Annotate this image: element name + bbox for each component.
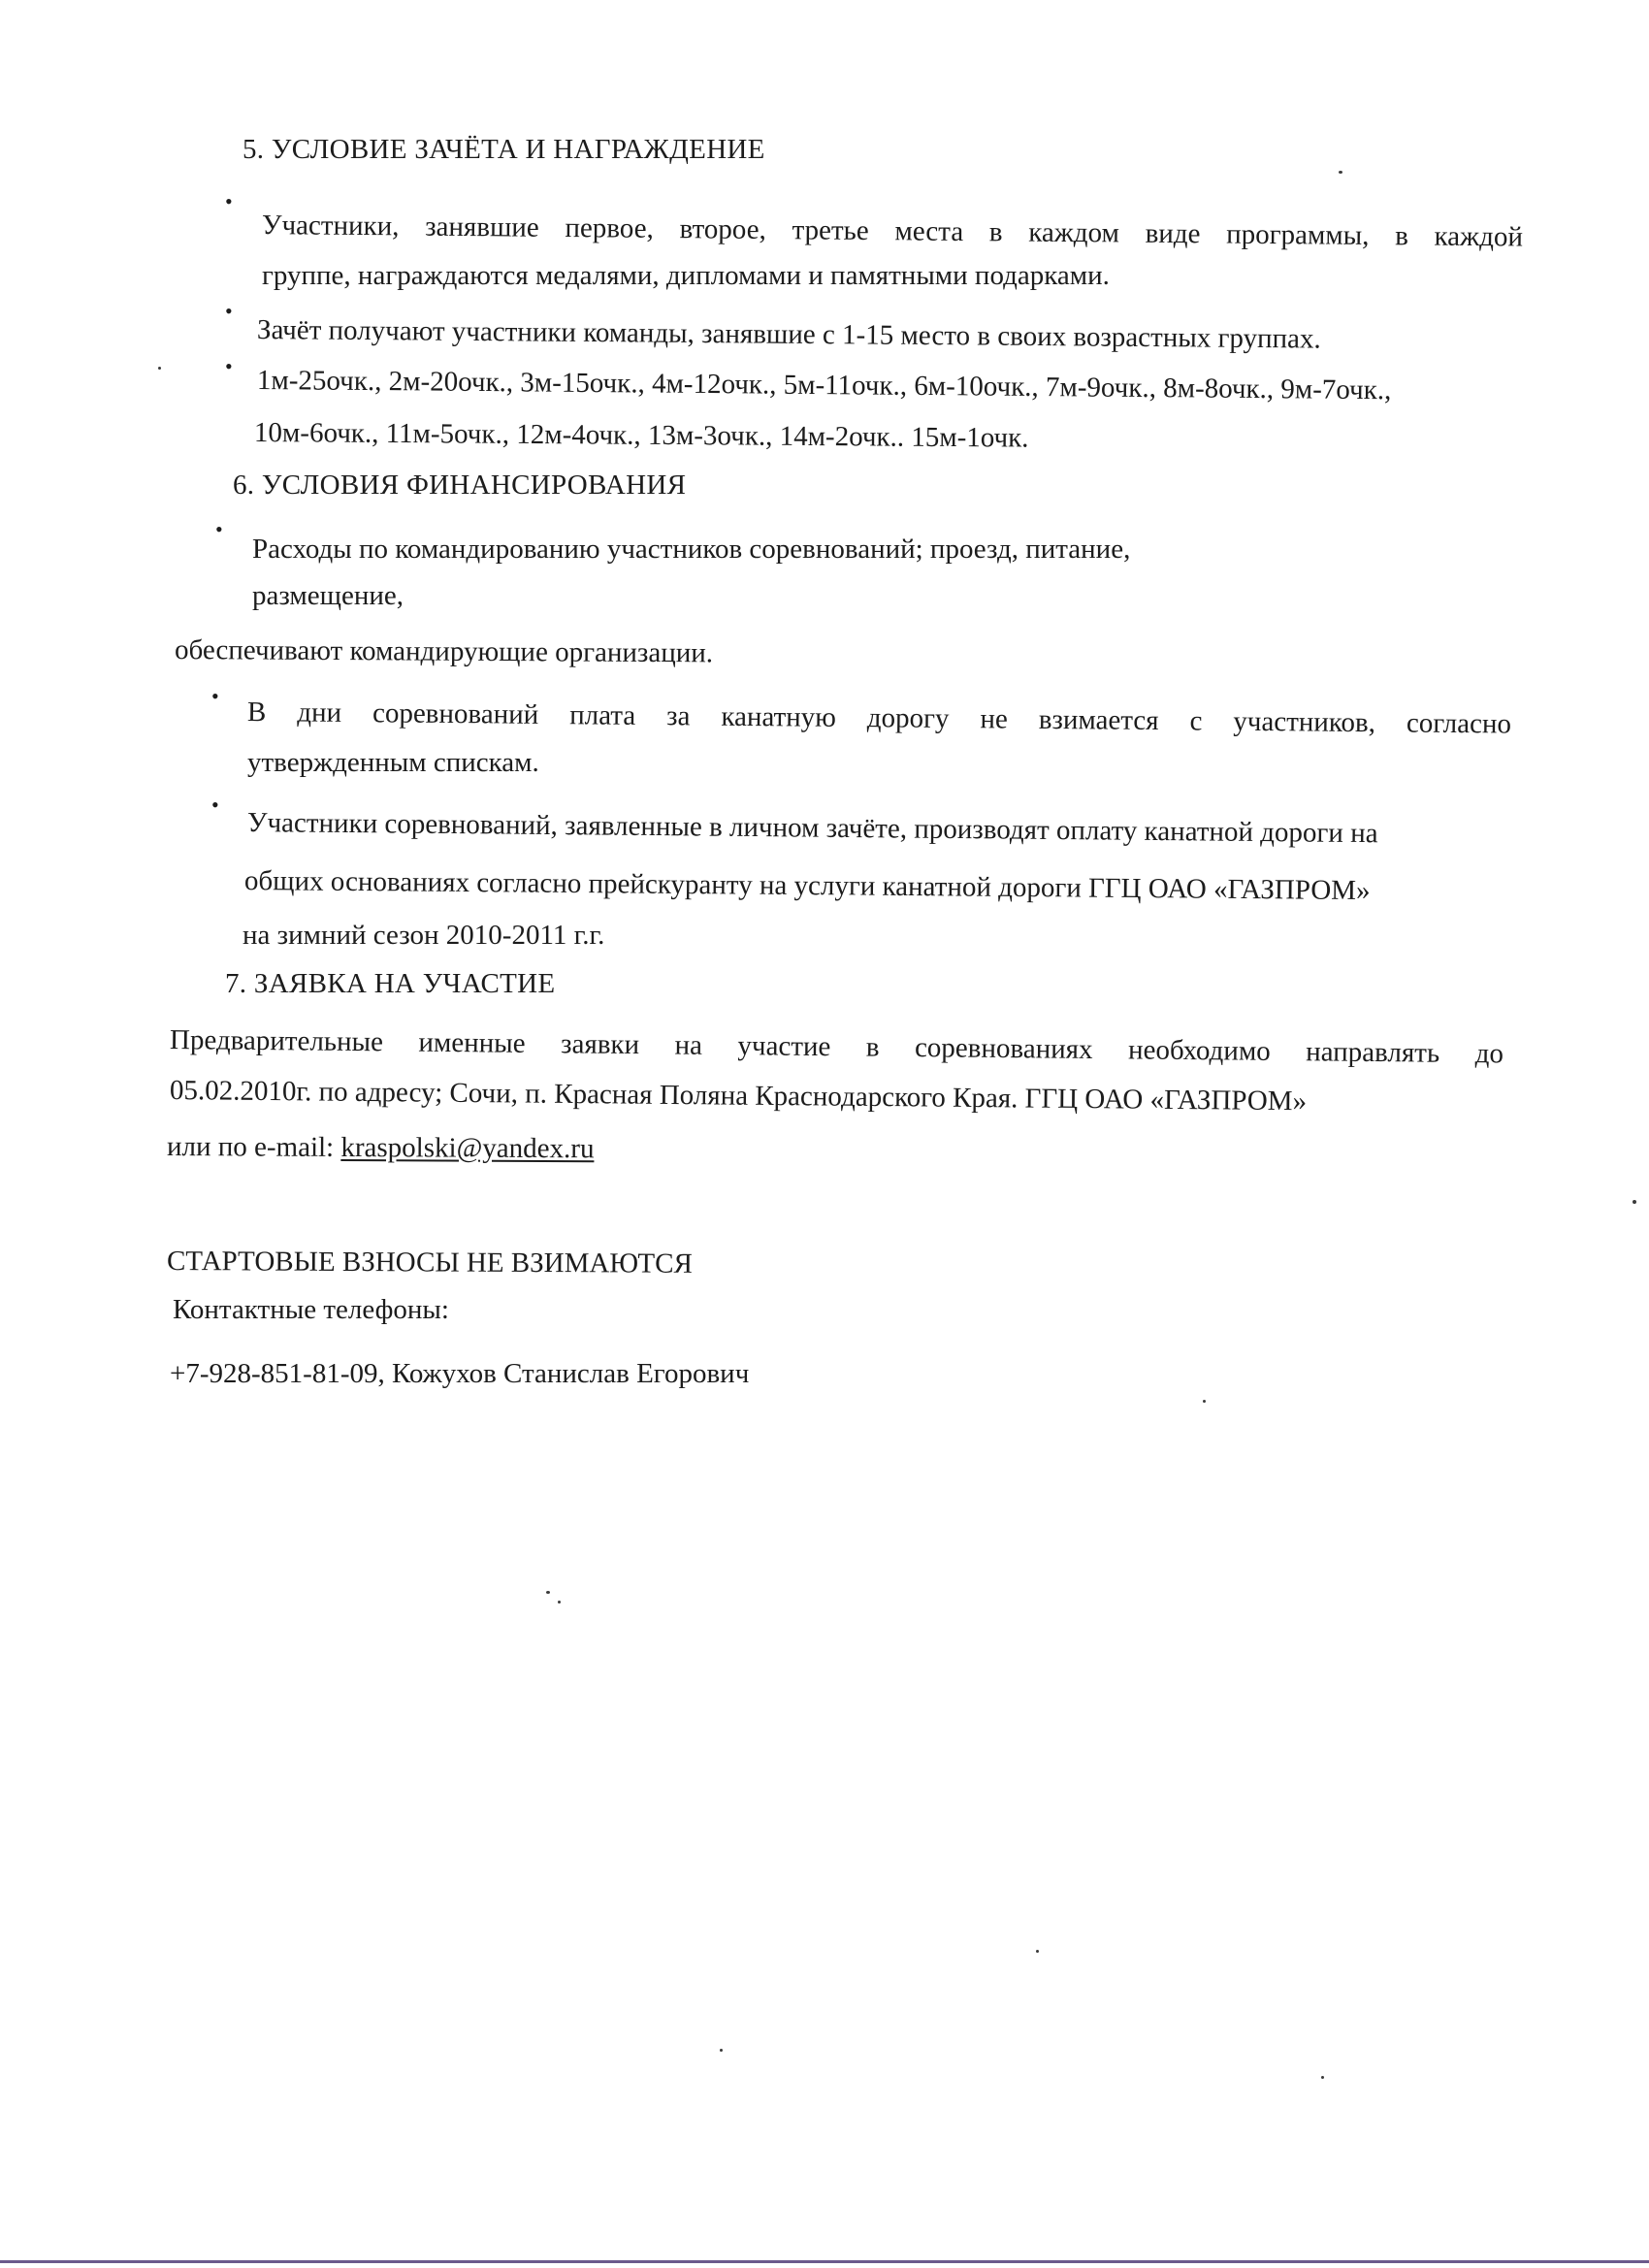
section-6-bullet-3-line-2: общих основаниях согласно прейскуранту на услуги канатной дороги ГГЦ ОАО «ГАЗПРОМ»: [243, 865, 1371, 907]
section-5-heading: 5. УСЛОВИЕ ЗАЧЁТА И НАГРАЖДЕНИЕ: [242, 134, 765, 165]
scan-speck: [558, 1601, 561, 1604]
scan-speck: [1203, 1400, 1206, 1403]
scan-speck: [720, 2049, 723, 2052]
section-6-bullet-2-line-1: В дни соревнований плата за канатную дорогу не взимается с участников, согласно: [246, 697, 1512, 740]
section-6-bullet-3-line-3: на зимний сезон 2010-2011 г.г.: [242, 920, 605, 951]
bullet-marker: •: [225, 189, 233, 213]
bullet-marker: •: [211, 684, 219, 708]
email-prefix: или по e-mail:: [166, 1131, 341, 1163]
section-7-paragraph-line-1: Предварительные именные заявки на участие в соревнованиях необходимо направлять до: [169, 1024, 1504, 1070]
bullet-marker: •: [225, 299, 233, 323]
section-7-paragraph-line-2: 05.02.2010г. по адресу; Сочи, п. Красная Поляна Краснодарского Края. ГГЦ ОАО «ГАЗПРОМ»: [169, 1075, 1308, 1118]
contacts-label: Контактные телефоны:: [173, 1294, 449, 1325]
scan-speck: [546, 1591, 550, 1594]
scan-speck: [1036, 1950, 1039, 1953]
section-5-bullet-1-line-1: Участники, занявшие первое, второе, третье места в каждом виде программы, в каждой: [261, 210, 1524, 253]
fees-notice: СТАРТОВЫЕ ВЗНОСЫ НЕ ВЗИМАЮТСЯ: [166, 1246, 693, 1280]
section-5-bullet-1-line-2: группе, награждаются медалями, дипломами и памятными подарками.: [262, 260, 1110, 291]
section-5-bullet-3-line-2: 10м-6очк., 11м-5очк., 12м-4очк., 13м-3очк., 14м-2очк.. 15м-1очк.: [253, 417, 1029, 454]
section-5-bullet-3-line-1: 1м-25очк., 2м-20очк., 3м-15очк., 4м-12очк., 5м-11очк., 6м-10очк., 7м-9очк., 8м-8очк., 9м-7очк.,: [256, 365, 1392, 406]
section-6-bullet-2-line-2: утвержденным спискам.: [247, 747, 539, 778]
section-6-heading: 6. УСЛОВИЯ ФИНАНСИРОВАНИЯ: [233, 470, 687, 501]
scan-speck: [1321, 2076, 1324, 2079]
section-5-bullet-2: Зачёт получают участники команды, занявшие с 1-15 место в своих возрастных группах.: [256, 314, 1321, 355]
email-link[interactable]: kraspolski@yandex.ru: [340, 1131, 595, 1165]
scan-speck: [1633, 1200, 1636, 1204]
section-6-bullet-1-line-3: обеспечивают командирующие организации.: [174, 634, 714, 669]
section-6-bullet-3-line-1: Участники соревнований, заявленные в личном зачёте, производят оплату канатной дороги на: [246, 807, 1378, 850]
section-7-paragraph-line-3: [167, 1129, 595, 1166]
section-6-bullet-1-line-2: размещение,: [252, 580, 404, 611]
scan-speck: [1339, 171, 1342, 174]
bullet-marker: •: [215, 517, 223, 541]
section-7-heading: 7. ЗАЯВКА НА УЧАСТИЕ: [225, 968, 556, 999]
bullet-marker: •: [225, 354, 233, 378]
section-6-bullet-1-line-1: Расходы по командированию участников соревнований; проезд, питание,: [252, 534, 1131, 565]
scan-bottom-edge: [0, 2260, 1649, 2263]
bullet-marker: •: [211, 793, 219, 817]
scan-speck: [158, 367, 161, 370]
contact-phone-line: +7-928-851-81-09, Кожухов Станислав Егорович: [170, 1358, 750, 1389]
